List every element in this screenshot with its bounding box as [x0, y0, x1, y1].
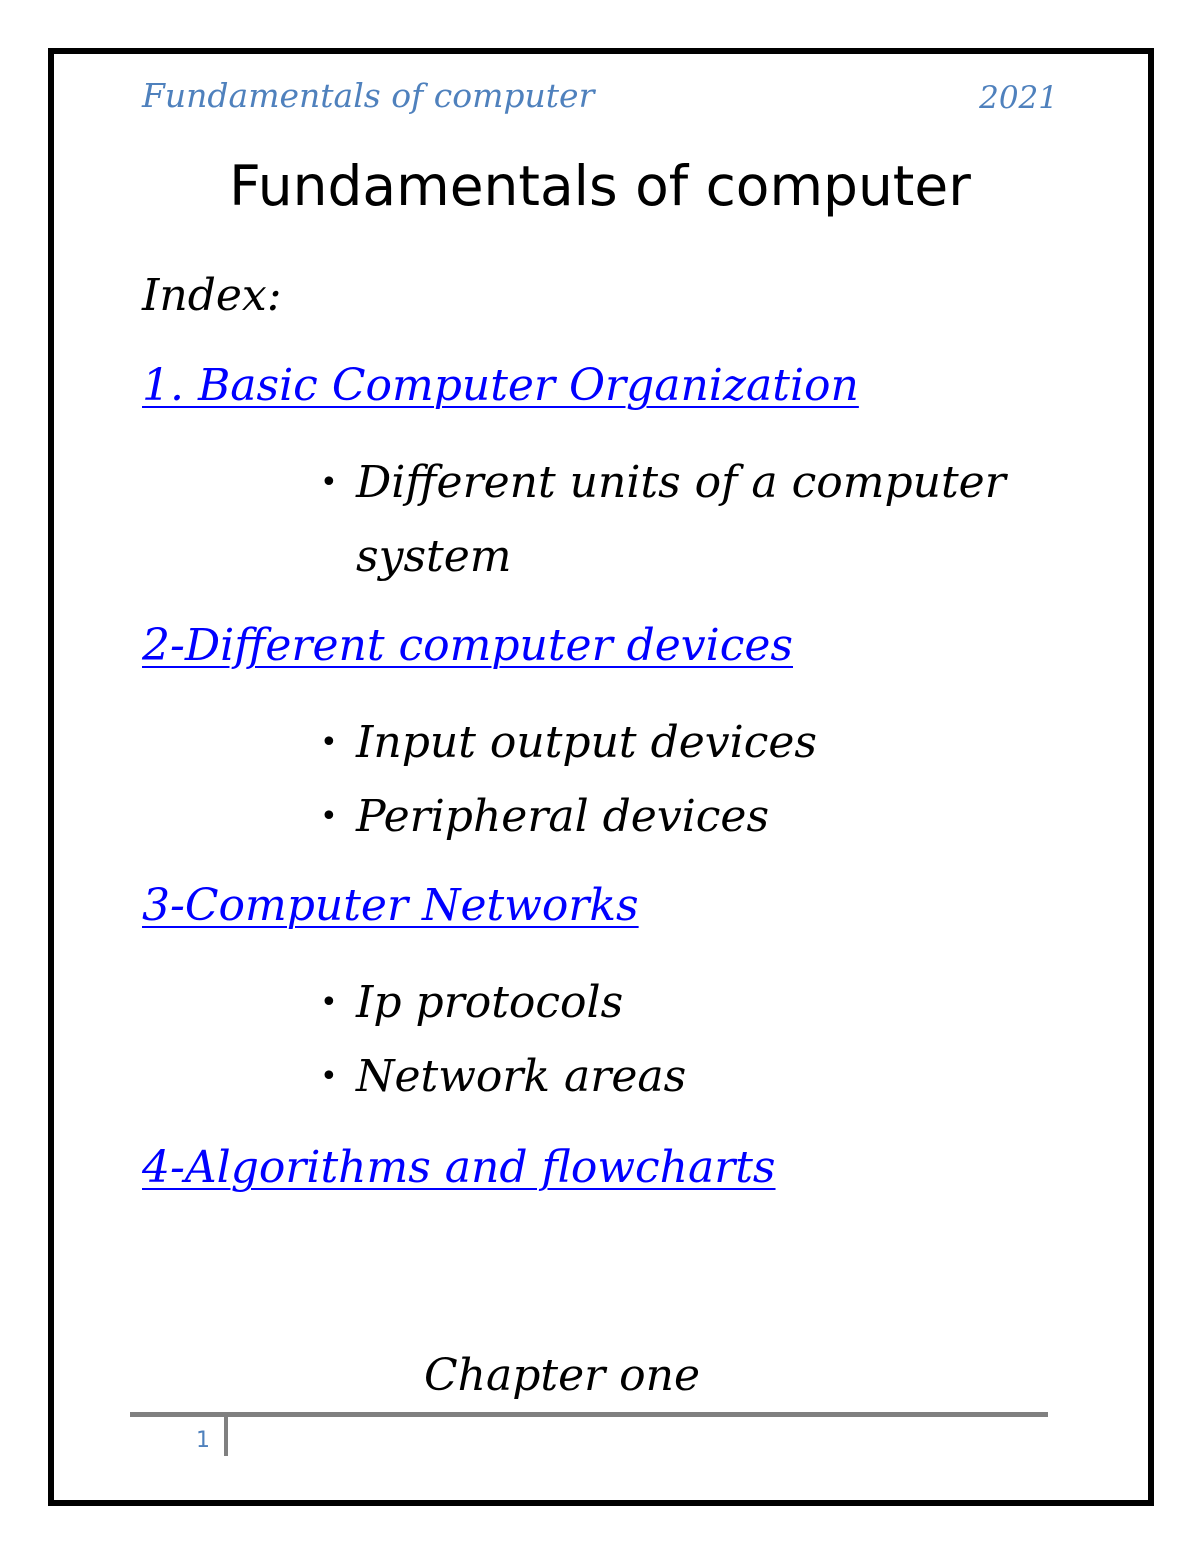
bullet-text: Input output devices — [356, 717, 817, 768]
bullet-item — [320, 966, 1050, 1040]
page-number: 1 — [196, 1428, 210, 1453]
bullet-text: Different units of a computer system — [356, 457, 1006, 582]
index-link-basic-computer-organization[interactable]: 1. Basic Computer Organization — [142, 360, 859, 411]
chapter-label: Chapter one — [423, 1350, 700, 1401]
index-link-algorithms-and-flowcharts[interactable]: 4-Algorithms and flowcharts — [142, 1142, 776, 1193]
index-link-different-computer-devices[interactable]: 2-Different computer devices — [142, 620, 793, 671]
bullet-icon: • — [320, 799, 338, 834]
running-header-year: 2021 — [979, 80, 1058, 116]
running-header-title: Fundamentals of computer — [142, 76, 595, 115]
footer-divider — [224, 1414, 228, 1456]
bullet-item — [320, 446, 1050, 594]
index-link-computer-networks[interactable]: 3-Computer Networks — [142, 880, 639, 931]
bullet-text: Peripheral devices — [356, 791, 770, 842]
bullet-item — [320, 780, 1050, 854]
bullet-text: Network areas — [356, 1051, 687, 1102]
bullet-item — [320, 1040, 1050, 1114]
bullet-icon: • — [320, 985, 338, 1020]
bullet-icon: • — [320, 465, 338, 500]
document-title: Fundamentals of computer — [229, 154, 971, 218]
bullet-icon: • — [320, 725, 338, 760]
bullet-icon: • — [320, 1059, 338, 1094]
index-heading: Index: — [142, 270, 282, 321]
bullet-item — [320, 706, 1050, 780]
bullet-text: Ip protocols — [356, 977, 624, 1028]
footer-rule — [130, 1412, 1048, 1417]
